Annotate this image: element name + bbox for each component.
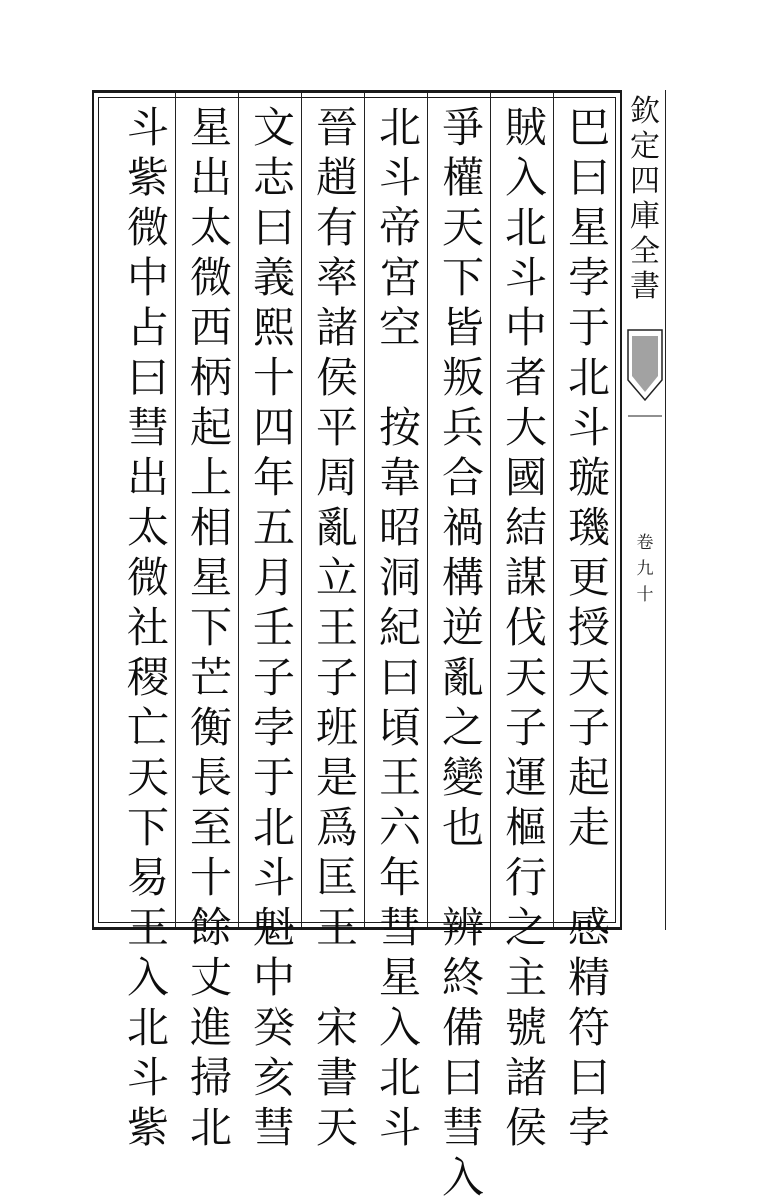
glyph: 至 <box>189 803 232 852</box>
column-rule <box>427 93 428 927</box>
gutter <box>622 90 666 930</box>
glyph: 按 <box>378 403 421 452</box>
glyph: 國 <box>504 453 547 502</box>
glyph: 北 <box>567 353 610 402</box>
glyph: 兵 <box>441 403 484 452</box>
column-rule <box>238 93 239 927</box>
glyph: 五 <box>252 503 295 552</box>
glyph: 書 <box>315 1053 358 1102</box>
glyph: 義 <box>252 253 295 302</box>
glyph: 精 <box>567 953 610 1002</box>
glyph: 逆 <box>441 603 484 652</box>
glyph: 斗 <box>567 403 610 452</box>
glyph: 十 <box>252 353 295 402</box>
glyph: 禍 <box>441 503 484 552</box>
glyph: 天 <box>504 653 547 702</box>
column-rule <box>301 93 302 927</box>
glyph: 之 <box>441 703 484 752</box>
glyph: 彗 <box>378 903 421 952</box>
glyph: 微 <box>126 553 169 602</box>
glyph: 子 <box>567 703 610 752</box>
glyph: 年 <box>378 853 421 902</box>
glyph: 癸 <box>252 1003 295 1052</box>
glyph: 更 <box>567 553 610 602</box>
glyph: 起 <box>189 403 232 452</box>
glyph: 立 <box>315 553 358 602</box>
glyph: 宮 <box>378 253 421 302</box>
glyph: 斗 <box>126 103 169 152</box>
glyph: 巴 <box>567 103 610 152</box>
glyph: 合 <box>441 453 484 502</box>
glyph: 符 <box>567 1003 610 1052</box>
glyph: 下 <box>126 803 169 852</box>
glyph: 紫 <box>126 153 169 202</box>
glyph: 亂 <box>441 653 484 702</box>
text-column-3 <box>438 103 488 1203</box>
gutter-glyph: 全 <box>630 234 660 269</box>
column-rule <box>364 93 365 927</box>
glyph: 于 <box>252 753 295 802</box>
glyph: 占 <box>126 303 169 352</box>
glyph: 周 <box>315 453 358 502</box>
glyph: 子 <box>504 703 547 752</box>
glyph: 亂 <box>315 503 358 552</box>
glyph: 斗 <box>252 853 295 902</box>
glyph: 入 <box>504 153 547 202</box>
glyph: 大 <box>504 403 547 452</box>
glyph: 感 <box>567 903 610 952</box>
glyph: 入 <box>441 1153 484 1202</box>
glyph: 中 <box>504 303 547 352</box>
glyph: 進 <box>189 1003 232 1052</box>
glyph: 頃 <box>378 703 421 752</box>
glyph: 曰 <box>252 203 295 252</box>
glyph: 衡 <box>189 703 232 752</box>
glyph: 文 <box>252 103 295 152</box>
gutter-glyph: 卷 <box>636 533 654 553</box>
glyph: 太 <box>126 503 169 552</box>
glyph: 彗 <box>126 403 169 452</box>
volume-label <box>630 530 660 608</box>
glyph: 曰 <box>126 353 169 402</box>
column-rule <box>490 93 491 927</box>
glyph: 天 <box>567 653 610 702</box>
glyph: 斗 <box>378 153 421 202</box>
glyph: 北 <box>126 1003 169 1052</box>
glyph: 之 <box>504 903 547 952</box>
glyph: 侯 <box>315 353 358 402</box>
glyph: 構 <box>441 553 484 602</box>
glyph: 餘 <box>189 903 232 952</box>
glyph: 子 <box>315 653 358 702</box>
glyph: 皆 <box>441 303 484 352</box>
glyph: 王 <box>126 903 169 952</box>
glyph: 宋 <box>315 1003 358 1052</box>
glyph: 星 <box>567 203 610 252</box>
glyph: 魁 <box>252 903 295 952</box>
glyph: 彗 <box>252 1103 295 1152</box>
glyph: 賊 <box>504 103 547 152</box>
gutter-glyph: 四 <box>630 164 660 199</box>
glyph: 諸 <box>315 303 358 352</box>
glyph: 長 <box>189 753 232 802</box>
glyph: 星 <box>189 553 232 602</box>
glyph: 彗 <box>441 1103 484 1152</box>
glyph: 伐 <box>504 603 547 652</box>
glyph: 樞 <box>504 803 547 852</box>
glyph: 紀 <box>378 603 421 652</box>
glyph: 熙 <box>252 303 295 352</box>
glyph: 主 <box>504 953 547 1002</box>
glyph: 爭 <box>441 103 484 152</box>
column-gap <box>314 953 360 1003</box>
glyph: 趙 <box>315 153 358 202</box>
column-gap <box>377 353 423 403</box>
glyph: 晉 <box>315 103 358 152</box>
glyph: 行 <box>504 853 547 902</box>
glyph: 天 <box>315 1103 358 1152</box>
glyph: 也 <box>441 803 484 852</box>
glyph: 斗 <box>504 253 547 302</box>
text-column-6 <box>249 103 299 1153</box>
glyph: 孛 <box>567 253 610 302</box>
gutter-glyph: 欽 <box>630 94 660 129</box>
glyph: 亥 <box>252 1053 295 1102</box>
gutter-glyph: 九 <box>636 559 654 579</box>
column-gap <box>566 853 612 903</box>
glyph: 謀 <box>504 553 547 602</box>
text-column-1 <box>564 103 614 1153</box>
gutter-glyph: 庫 <box>630 199 660 234</box>
glyph: 王 <box>378 753 421 802</box>
glyph: 出 <box>189 153 232 202</box>
glyph: 北 <box>378 1053 421 1102</box>
glyph: 下 <box>441 253 484 302</box>
gutter-border <box>665 90 666 930</box>
glyph: 亡 <box>126 703 169 752</box>
glyph: 稷 <box>126 653 169 702</box>
glyph: 入 <box>378 1003 421 1052</box>
gutter-glyph: 書 <box>630 269 660 304</box>
glyph: 備 <box>441 1003 484 1052</box>
glyph: 微 <box>126 203 169 252</box>
glyph: 社 <box>126 603 169 652</box>
glyph: 天 <box>126 753 169 802</box>
column-gap <box>440 853 486 903</box>
fishtail-ornament <box>626 330 664 450</box>
glyph: 四 <box>252 403 295 452</box>
text-column-7 <box>186 103 236 1153</box>
glyph: 叛 <box>441 353 484 402</box>
glyph: 曰 <box>567 1053 610 1102</box>
glyph: 曰 <box>567 153 610 202</box>
glyph: 空 <box>378 303 421 352</box>
glyph: 走 <box>567 803 610 852</box>
glyph: 帝 <box>378 203 421 252</box>
glyph: 微 <box>189 253 232 302</box>
glyph: 掃 <box>189 1053 232 1102</box>
text-column-8 <box>123 103 173 1153</box>
glyph: 終 <box>441 953 484 1002</box>
glyph: 璣 <box>567 503 610 552</box>
glyph: 號 <box>504 1003 547 1052</box>
glyph: 出 <box>126 453 169 502</box>
glyph: 易 <box>126 853 169 902</box>
gutter-glyph: 定 <box>630 129 660 164</box>
glyph: 率 <box>315 253 358 302</box>
glyph: 平 <box>315 403 358 452</box>
glyph: 中 <box>252 953 295 1002</box>
glyph: 志 <box>252 153 295 202</box>
glyph: 璇 <box>567 453 610 502</box>
glyph: 洞 <box>378 553 421 602</box>
glyph: 西 <box>189 303 232 352</box>
glyph: 北 <box>504 203 547 252</box>
glyph: 運 <box>504 753 547 802</box>
glyph: 柄 <box>189 353 232 402</box>
glyph: 王 <box>315 903 358 952</box>
glyph: 星 <box>189 103 232 152</box>
glyph: 昭 <box>378 503 421 552</box>
glyph: 丈 <box>189 953 232 1002</box>
glyph: 于 <box>567 303 610 352</box>
column-rule <box>553 93 554 927</box>
glyph: 曰 <box>441 1053 484 1102</box>
glyph: 爲 <box>315 803 358 852</box>
glyph: 王 <box>315 603 358 652</box>
glyph: 六 <box>378 803 421 852</box>
book-title <box>626 94 664 304</box>
glyph: 是 <box>315 753 358 802</box>
glyph: 曰 <box>378 653 421 702</box>
glyph: 授 <box>567 603 610 652</box>
glyph: 權 <box>441 153 484 202</box>
glyph: 年 <box>252 453 295 502</box>
glyph: 紫 <box>126 1103 169 1152</box>
glyph: 北 <box>189 1103 232 1152</box>
glyph: 芒 <box>189 653 232 702</box>
glyph: 下 <box>189 603 232 652</box>
glyph: 北 <box>378 103 421 152</box>
text-column-4 <box>375 103 425 1153</box>
glyph: 孛 <box>567 1103 610 1152</box>
glyph: 有 <box>315 203 358 252</box>
glyph: 辨 <box>441 903 484 952</box>
glyph: 班 <box>315 703 358 752</box>
glyph: 子 <box>252 653 295 702</box>
text-column-2 <box>501 103 551 1153</box>
glyph: 入 <box>126 953 169 1002</box>
glyph: 者 <box>504 353 547 402</box>
glyph: 北 <box>252 803 295 852</box>
glyph: 中 <box>126 253 169 302</box>
glyph: 壬 <box>252 603 295 652</box>
glyph: 十 <box>189 853 232 902</box>
glyph: 韋 <box>378 453 421 502</box>
glyph: 天 <box>441 203 484 252</box>
glyph: 侯 <box>504 1103 547 1152</box>
text-column-5 <box>312 103 362 1153</box>
glyph: 結 <box>504 503 547 552</box>
glyph: 孛 <box>252 703 295 752</box>
glyph: 匡 <box>315 853 358 902</box>
page-frame <box>92 90 622 1202</box>
glyph: 斗 <box>378 1103 421 1152</box>
glyph: 起 <box>567 753 610 802</box>
glyph: 變 <box>441 753 484 802</box>
gutter-glyph: 十 <box>636 585 654 605</box>
column-rule <box>175 93 176 927</box>
glyph: 相 <box>189 503 232 552</box>
glyph: 星 <box>378 953 421 1002</box>
glyph: 斗 <box>126 1053 169 1102</box>
glyph: 月 <box>252 553 295 602</box>
glyph: 上 <box>189 453 232 502</box>
glyph: 諸 <box>504 1053 547 1102</box>
glyph: 太 <box>189 203 232 252</box>
